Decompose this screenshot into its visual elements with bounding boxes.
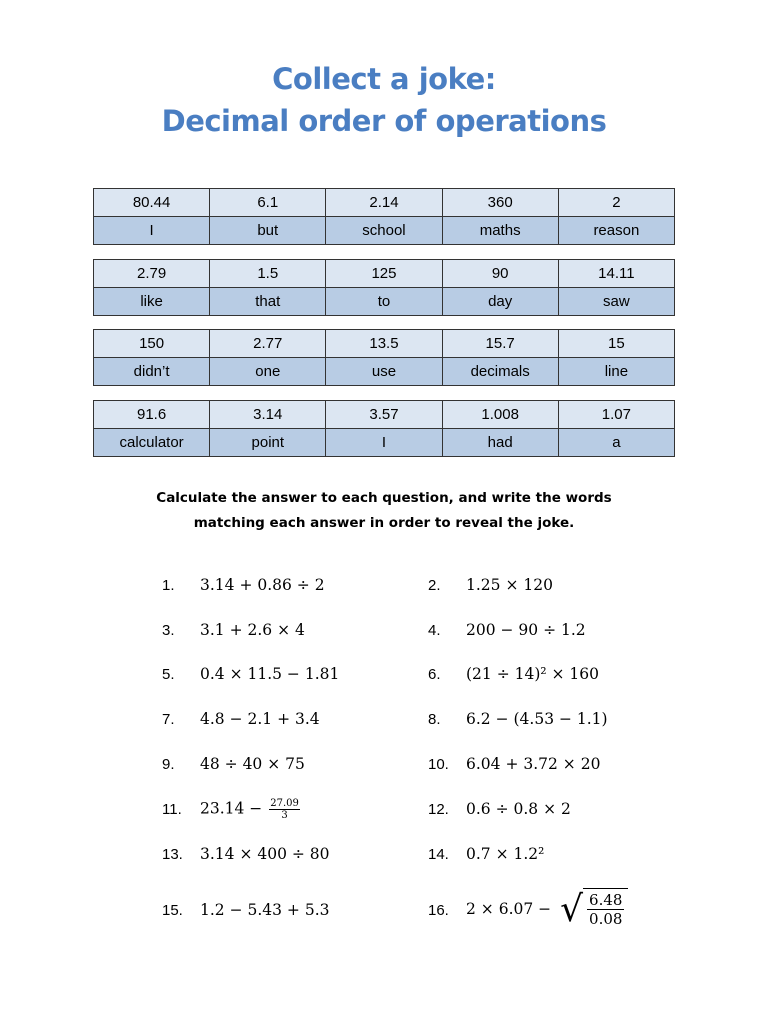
key-number: 13.5 [326,330,442,358]
question-number: 6. [428,665,441,683]
square-root [560,888,628,932]
question-12 [428,794,571,824]
key-table-3 [93,329,675,386]
question-expression: 6.2 − (4.53 − 1.1) [466,710,608,728]
question-expression: 1.25 × 120 [466,576,553,594]
instructions [0,486,768,536]
key-word: had [442,429,558,457]
question-4 [428,615,586,645]
question-1 [162,570,325,600]
key-word: that [210,288,326,316]
key-word: maths [442,217,558,245]
question-6 [428,659,599,689]
question-number: 4. [428,621,441,639]
question-expression: 0.6 ÷ 0.8 × 2 [466,800,571,818]
question-number: 13. [162,845,183,863]
instructions-line2: matching each answer in order to reveal the joke. [193,515,575,531]
question-7 [162,704,320,734]
key-number: 2.79 [94,260,210,288]
radical-sign-icon: √ [560,889,584,930]
key-number: 1.008 [442,401,558,429]
question-expression: 6.04 + 3.72 × 20 [466,755,601,773]
fraction [269,798,300,821]
key-word: decimals [442,358,558,386]
key-number: 91.6 [94,401,210,429]
question-2 [428,570,553,600]
question-expression: 0.7 × 1.2² [466,845,545,863]
key-word: use [326,358,442,386]
fraction-numerator: 27.09 [270,797,299,809]
key-number: 90 [442,260,558,288]
key-number: 1.5 [210,260,326,288]
key-word: line [558,358,674,386]
question-10 [428,749,600,779]
key-number: 360 [442,189,558,217]
question-number: 9. [162,755,175,773]
page-title-line2: Decimal order of operations [161,104,607,138]
question-number: 11. [162,800,182,818]
key-number: 150 [94,330,210,358]
key-number: 3.14 [210,401,326,429]
question-number: 14. [428,845,449,863]
key-word: like [94,288,210,316]
question-number: 7. [162,710,175,728]
question-number: 16. [428,901,449,919]
key-number: 15 [558,330,674,358]
question-9 [162,749,305,779]
key-word: one [210,358,326,386]
key-word: school [326,217,442,245]
question-expression: (21 ÷ 14)² × 160 [466,665,600,683]
question-5 [162,659,339,689]
expression-prefix: 2 × 6.07 − [466,900,552,918]
key-number: 2 [558,189,674,217]
fraction-denominator: 3 [281,809,288,821]
key-word: saw [558,288,674,316]
key-word: calculator [94,429,210,457]
question-expression: 0.4 × 11.5 − 1.81 [200,665,340,683]
question-16 [428,885,628,935]
fraction-numerator: 6.48 [589,891,623,909]
key-table-2 [93,259,675,316]
question-expression [466,888,628,932]
question-number: 10. [428,755,449,773]
key-number: 125 [326,260,442,288]
key-word: I [326,429,442,457]
key-word: to [326,288,442,316]
question-13 [162,839,330,869]
question-8 [428,704,608,734]
question-expression: 200 − 90 ÷ 1.2 [466,621,586,639]
key-word: point [210,429,326,457]
key-word: a [558,429,674,457]
question-3 [162,615,305,645]
key-number: 3.57 [326,401,442,429]
key-number: 80.44 [94,189,210,217]
question-expression [200,798,300,821]
question-expression: 48 ÷ 40 × 75 [200,755,305,773]
question-expression: 3.14 + 0.86 ÷ 2 [200,576,325,594]
key-word: but [210,217,326,245]
fraction-denominator: 0.08 [589,910,623,928]
key-number: 2.14 [326,189,442,217]
key-number: 2.77 [210,330,326,358]
question-expression: 1.2 − 5.43 + 5.3 [200,901,330,919]
question-11 [162,794,300,824]
question-number: 15. [162,901,183,919]
key-number: 15.7 [442,330,558,358]
key-number: 6.1 [210,189,326,217]
key-word: reason [558,217,674,245]
question-15 [162,895,330,925]
key-word: day [442,288,558,316]
question-number: 5. [162,665,175,683]
page-title-line1: Collect a joke: [272,62,496,96]
question-expression: 4.8 − 2.1 + 3.4 [200,710,320,728]
key-number: 14.11 [558,260,674,288]
key-word: I [94,217,210,245]
question-14 [428,839,544,869]
question-number: 3. [162,621,175,639]
key-word: didn’t [94,358,210,386]
instructions-line1: Calculate the answer to each question, and write the words [156,490,612,506]
question-number: 12. [428,800,449,818]
expression-prefix: 23.14 − [200,799,263,817]
question-number: 2. [428,576,441,594]
question-number: 1. [162,576,175,594]
key-table-4 [93,400,675,457]
question-number: 8. [428,710,441,728]
key-number: 1.07 [558,401,674,429]
question-expression: 3.1 + 2.6 × 4 [200,621,305,639]
radicand-fraction [583,888,628,932]
key-table-1 [93,188,675,245]
question-expression: 3.14 × 400 ÷ 80 [200,845,330,863]
